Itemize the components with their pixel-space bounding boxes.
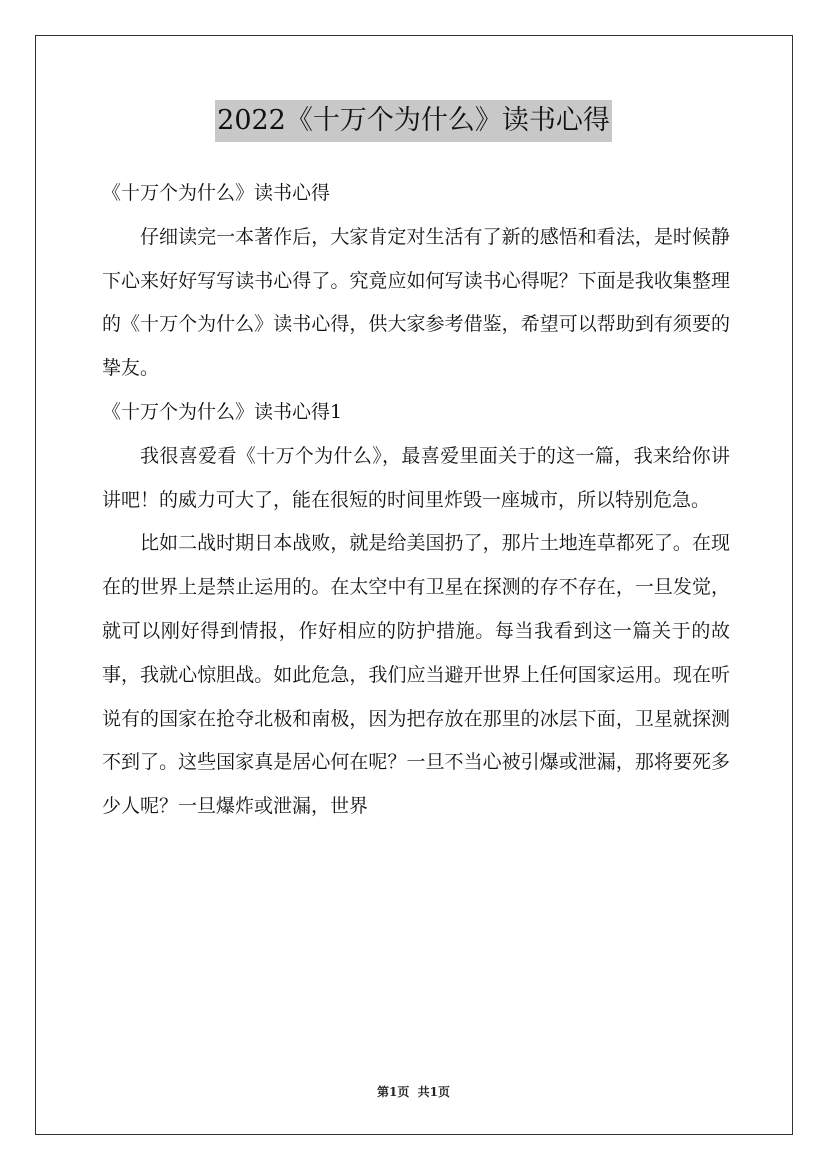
- footer-mid: 页 共: [397, 1085, 430, 1099]
- document-body: [102, 172, 730, 829]
- paragraph: 《十万个为什么》读书心得: [102, 182, 331, 204]
- page-footer: [0, 1083, 827, 1100]
- paragraph: 《十万个为什么》读书心得1: [102, 400, 343, 423]
- paragraph: 比如二战时期日本战败，就是给美国扔了，那片土地连草都死了。在现在的世界上是禁止运用的。在太空中有卫星在探测的存不存在，一旦发觉，就可以刚好得到情报，作好相应的防护措施。每当我看到这一篇关于的故事，我就心惊胆战。如此危急，我们应当避开世界上任何国家运用。现在听说有的国家在抢夺北极和南极，因为把存放在那里的冰层下面，卫星就探测不到了。这些国家真是居心何在呢？一旦不当心被引爆或泄漏，那将要死多少人呢？一旦爆炸或泄漏，世界: [102, 532, 730, 818]
- footer-suffix: 页: [438, 1085, 451, 1099]
- paragraph: 我很喜爱看《十万个为什么》，最喜爱里面关于的这一篇，我来给你讲讲吧！的威力可大了，能在很短的时间里炸毁一座城市，所以特别危急。: [102, 444, 730, 511]
- footer-prefix: 第: [376, 1085, 389, 1099]
- footer-page-number: 1: [388, 1085, 398, 1099]
- title-container: [0, 100, 827, 142]
- document-title: 2022《十万个为什么》读书心得: [215, 100, 612, 142]
- footer-total-pages: 1: [429, 1085, 439, 1099]
- paragraph: 仔细读完一本著作后，大家肯定对生活有了新的感悟和看法，是时候静下心来好好写写读书心得了。究竟应如何写读书心得呢？下面是我收集整理的《十万个为什么》读书心得，供大家参考借鉴，希望可以帮助到有须要的挚友。: [102, 225, 730, 380]
